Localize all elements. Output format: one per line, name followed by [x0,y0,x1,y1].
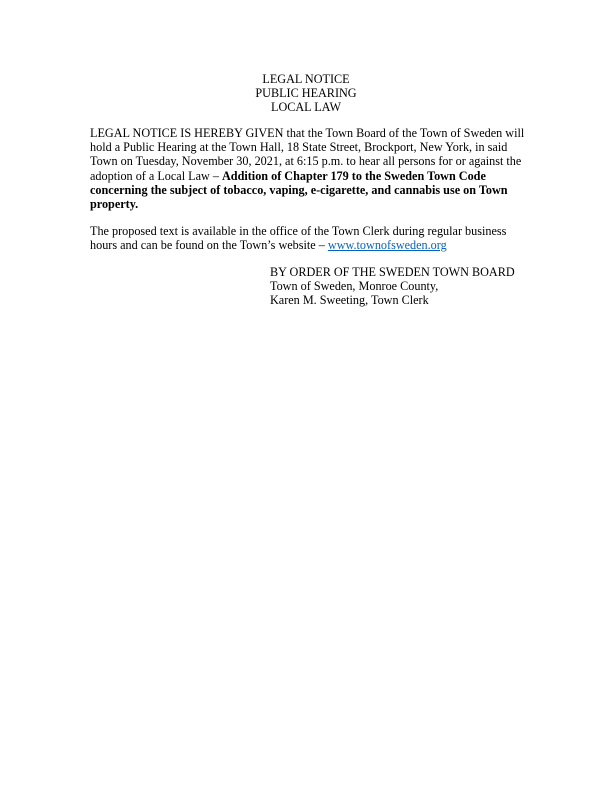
signature-order-line: BY ORDER OF THE SWEDEN TOWN BOARD [270,265,515,279]
availability-text: The proposed text is available in the office of the Town Clerk during regular business hours and can be found on the Town’s website – [90,224,507,253]
signature-block [270,265,515,308]
website-link[interactable]: www.townofsweden.org [327,238,447,253]
signature-clerk-line: Karen M. Sweeting, Town Clerk [270,293,429,308]
title-local-law: LOCAL LAW [271,100,341,114]
title-public-hearing: PUBLIC HEARING [255,86,357,100]
notice-title-block [0,72,612,114]
notice-paragraph [90,126,530,211]
availability-paragraph [90,224,530,252]
title-legal-notice: LEGAL NOTICE [262,72,350,86]
notice-intro-text: LEGAL NOTICE IS HEREBY GIVEN that the Town Board of the Town of Sweden will hold a Public Hearing at the Town Hall, 18 State Street, Brockport, New York, in said Town on Tuesday, November 30, 2021, at 6:15 p.m. to hear all persons for or against the adoption of a Local Law – [90,126,525,183]
signature-town-line: Town of Sweden, Monroe County, [270,279,439,294]
notice-bold-subject: Addition of Chapter 179 to the Sweden Town Code concerning the subject of tobacco, vaping, e-cigarette, and cannabis use on Town property. [90,168,508,212]
